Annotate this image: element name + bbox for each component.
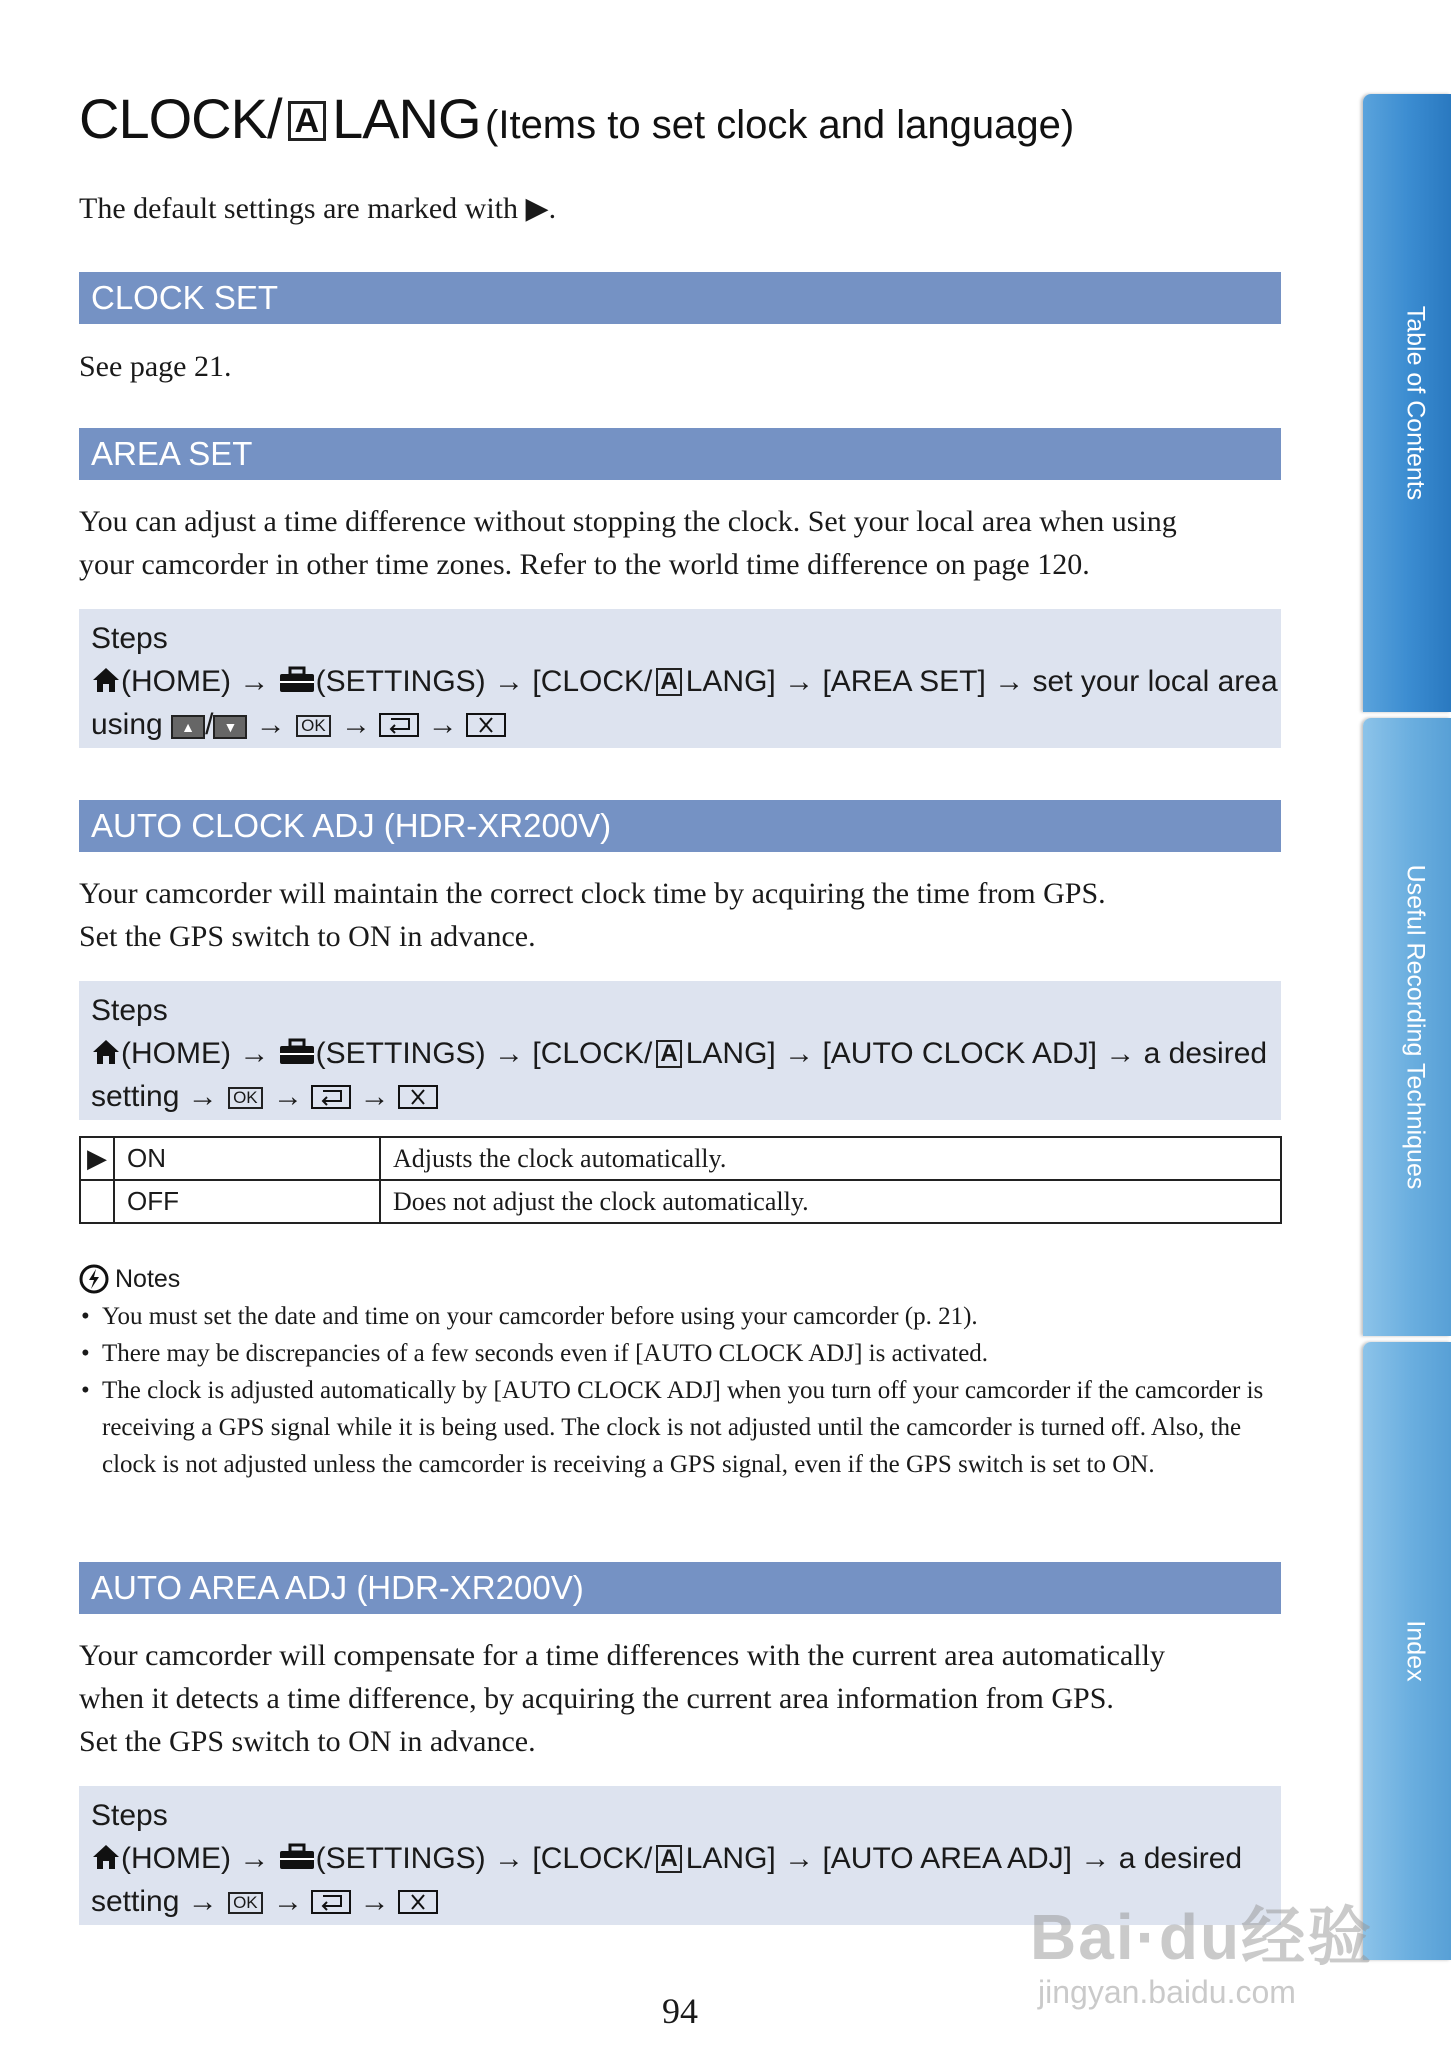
notes-warning-icon — [79, 1264, 109, 1294]
steps-title: Steps — [91, 994, 168, 1027]
close-icon — [398, 1890, 438, 1914]
ok-key-icon: OK — [228, 1892, 263, 1914]
auto-clock-options-table — [79, 1136, 1282, 1224]
home-icon — [91, 1038, 121, 1066]
page-number: 94 — [662, 1991, 698, 2031]
clock-set-body: See page 21. — [79, 350, 232, 383]
title-suffix: LANG — [332, 87, 481, 150]
default-marker: ▶ — [525, 192, 549, 225]
toolbox-icon — [278, 1843, 316, 1871]
notes-heading: Notes — [79, 1264, 180, 1294]
auto-clock-body: Your camcorder will maintain the correct clock time by acquiring the time from GPS. Set the GPS switch to ON in advance. — [79, 877, 1106, 953]
section-header-clock-set: CLOCK SET — [79, 272, 1281, 324]
ok-key-icon: OK — [228, 1087, 263, 1109]
list-item: • The clock is adjusted automatically by [AUTO CLOCK ADJ] when you turn off your camcorder if the camcorder is receiving a GPS signal while it is being used. The clock is not adjusted until the camcorder is turned off. Also, the clock is not adjusted unless the camcorder is receiving a GPS signal, even if the GPS switch is set to ON. — [79, 1372, 1279, 1483]
side-tab-index[interactable]: Index — [1363, 1342, 1451, 1960]
area-set-steps — [79, 609, 1281, 748]
home-icon — [91, 666, 121, 694]
table-row — [80, 1180, 1281, 1223]
return-icon — [311, 1085, 351, 1109]
section-header-auto-clock-adj: AUTO CLOCK ADJ (HDR-XR200V) — [79, 800, 1281, 852]
table-row — [80, 1137, 1281, 1180]
step-line: (HOME) → (SETTINGS) → [CLOCK/ A LANG] → [AUTO CLOCK ADJ] → a desired — [91, 1032, 1269, 1075]
default-marker: ▶ — [80, 1137, 114, 1180]
language-icon: A — [656, 668, 681, 696]
ok-key-icon: OK — [296, 715, 331, 737]
side-tab-table-of-contents[interactable]: Table of Contents — [1363, 94, 1451, 712]
return-icon — [379, 713, 419, 737]
title-prefix: CLOCK/ — [79, 87, 282, 150]
auto-area-body: Your camcorder will compensate for a time differences with the current area automatically when it detects a time difference, by acquiring the current area information from GPS. Set the GPS switch to ON in advance. — [79, 1639, 1165, 1758]
area-set-body: You can adjust a time difference without stopping the clock. Set your local area when using your camcorder in other time zones. Refer to the world time difference on page 120. — [79, 505, 1177, 581]
language-icon: A — [656, 1845, 681, 1873]
steps-title: Steps — [91, 622, 168, 655]
notes-list — [79, 1298, 1279, 1483]
option-description: Adjusts the clock automatically. — [380, 1137, 1281, 1180]
close-icon — [398, 1085, 438, 1109]
title-subtitle: (Items to set clock and language) — [485, 103, 1075, 147]
return-icon — [311, 1890, 351, 1914]
down-arrow-key-icon: ▼ — [213, 715, 247, 739]
default-marker — [80, 1180, 114, 1223]
option-name: ON — [114, 1137, 380, 1180]
steps-title: Steps — [91, 1799, 168, 1832]
step-line: (HOME) → (SETTINGS) → [CLOCK/ A LANG] → [AREA SET] → set your local area — [91, 660, 1269, 703]
list-item: • You must set the date and time on your camcorder before using your camcorder (p. 21). — [79, 1298, 1279, 1335]
side-tab-useful-recording-techniques[interactable]: Useful Recording Techniques — [1363, 718, 1451, 1336]
list-item: • There may be discrepancies of a few seconds even if [AUTO CLOCK ADJ] is activated. — [79, 1335, 1279, 1372]
step-line: setting → OK → → — [91, 1880, 1269, 1923]
section-header-auto-area-adj: AUTO AREA ADJ (HDR-XR200V) — [79, 1562, 1281, 1614]
close-icon — [466, 713, 506, 737]
toolbox-icon — [278, 1038, 316, 1066]
option-description: Does not adjust the clock automatically. — [380, 1180, 1281, 1223]
step-line: setting → OK → → — [91, 1075, 1269, 1118]
step-line: using ▲ / ▼ → OK → → — [91, 703, 1269, 746]
auto-clock-steps — [79, 981, 1281, 1120]
language-icon: A — [288, 101, 327, 141]
home-icon — [91, 1843, 121, 1871]
language-icon: A — [656, 1040, 681, 1068]
intro-text: The default settings are marked with ▶. — [79, 192, 557, 225]
option-name: OFF — [114, 1180, 380, 1223]
step-line: (HOME) → (SETTINGS) → [CLOCK/ A LANG] → [AUTO AREA ADJ] → a desired — [91, 1837, 1269, 1880]
section-header-area-set: AREA SET — [79, 428, 1281, 480]
toolbox-icon — [278, 666, 316, 694]
watermark: Bai·du经验 jingyan.baidu.com — [1030, 1901, 1374, 2010]
page-title — [79, 86, 1074, 151]
up-arrow-key-icon: ▲ — [171, 715, 205, 739]
